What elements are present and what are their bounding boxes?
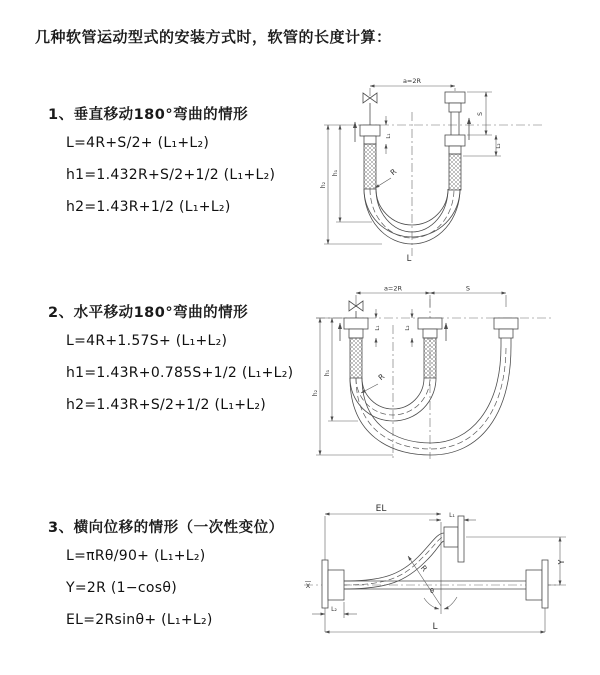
hose-fitting (445, 135, 465, 146)
hose-fitting (360, 125, 380, 136)
section-1-formula-h2: h2=1.43R+1/2 (L₁+L₂) (66, 199, 231, 215)
length-label: L (432, 622, 438, 632)
section-1-formula-L: L=4R+S/2+ (L₁+L₂) (66, 135, 210, 151)
dim-label-s: S (477, 112, 484, 116)
flange (526, 570, 542, 600)
dim-label-l1: L₁ (449, 512, 455, 519)
dim-label-h1: h₁ (324, 369, 331, 377)
hose-fitting (494, 318, 518, 329)
section-3-formula-EL: EL=2Rsinθ+ (L₁+L₂) (66, 612, 213, 628)
section-2-heading: 2、水平移动180°弯曲的情形 (48, 305, 249, 321)
flange (444, 527, 458, 547)
diagram-horizontal-180-bend (308, 283, 560, 465)
dim-label-h1: h₁ (332, 169, 339, 177)
section-1-formula-h1: h1=1.432R+S/2+1/2 (L₁+L₂) (66, 167, 276, 183)
x-mark-label: X (305, 582, 311, 590)
flange (322, 560, 328, 608)
dim-label-l1: L₁ (386, 133, 392, 139)
section-3-formula-Y: Y=2R (1−cosθ) (66, 580, 177, 596)
dim-label-el: EL (375, 504, 387, 514)
radius-label: R (376, 371, 387, 383)
hose-fitting (445, 92, 465, 103)
section-1-heading: 1、垂直移动180°弯曲的情形 (48, 107, 249, 123)
hose-fitting (418, 318, 442, 329)
dim-label-l1: L₁ (375, 325, 381, 331)
length-label: L (406, 254, 412, 264)
dim-label-s: S (465, 284, 471, 293)
section-2-formula-L: L=4R+1.57S+ (L₁+L₂) (66, 333, 228, 349)
dim-label-y: Y (557, 559, 566, 565)
section-2-formula-h1: h1=1.43R+0.785S+1/2 (L₁+L₂) (66, 365, 294, 381)
dim-label-h2: h₂ (320, 181, 327, 189)
dim-label-a2r: a=2R (383, 284, 403, 293)
page-title: 几种软管运动型式的安装方式时，软管的长度计算： (35, 28, 392, 46)
diagram-vertical-180-bend (310, 72, 550, 268)
section-3-formula-L: L=πRθ/90+ (L₁+L₂) (66, 548, 206, 564)
dim-label-l2: L₂ (331, 606, 337, 613)
theta-label: θ (430, 587, 434, 595)
hose-fitting (344, 318, 368, 329)
dim-label-a2r: a=2R (402, 77, 422, 85)
dim-label-h2: h₂ (312, 389, 319, 397)
dim-label-l2: L₂ (405, 325, 411, 331)
radius-label: R (388, 166, 399, 178)
radius-label: R (418, 563, 430, 574)
diagram-lateral-displacement (298, 502, 590, 662)
section-2-formula-h2: h2=1.43R+S/2+1/2 (L₁+L₂) (66, 397, 267, 413)
dim-label-l2: L₂ (496, 143, 502, 149)
section-3-heading: 3、横向位移的情形（一次性变位） (48, 520, 284, 536)
